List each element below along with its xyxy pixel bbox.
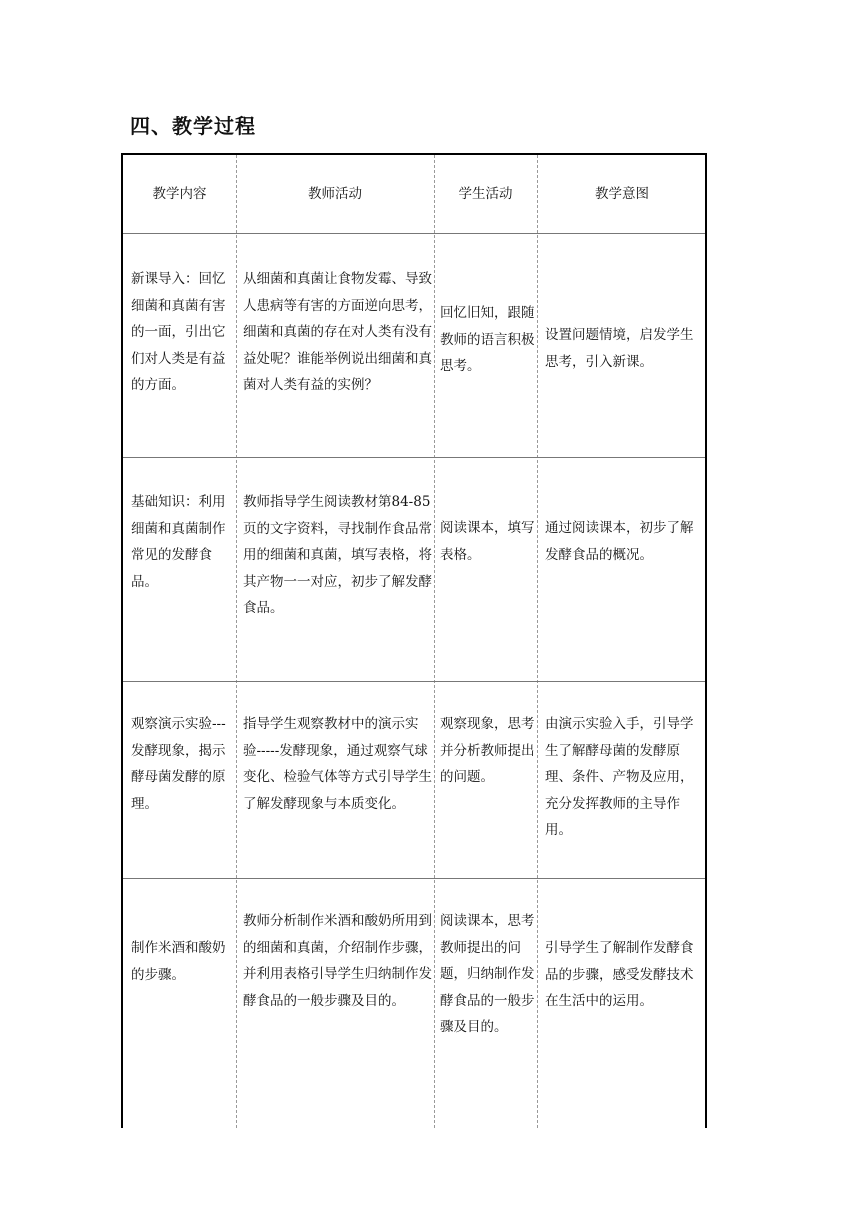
header-intent: 教学意图 <box>595 185 649 202</box>
table-row <box>123 879 705 1130</box>
cell-teacher: 从细菌和真菌让食物发霉、导致人患病等有害的方面逆向思考，细菌和真菌的存在对人类有没有益处呢？谁能举例说出细菌和真菌对人类有益的实例？ <box>243 271 432 393</box>
cell-student: 阅读课本，填写表格。 <box>440 520 535 563</box>
table-header-row <box>123 155 705 234</box>
header-student: 学生活动 <box>458 185 513 202</box>
cell-content: 制作米酒和酸奶的步骤。 <box>131 940 226 983</box>
cell-intent: 设置问题情境，启发学生思考，引入新课。 <box>545 327 694 370</box>
table-row <box>123 458 705 682</box>
header-content: 教学内容 <box>152 185 207 202</box>
table-row <box>123 682 705 879</box>
cell-teacher: 教师分析制作米酒和酸奶所用到的细菌和真菌，介绍制作步骤，并利用表格引导学生归纳制作发酵食品的一般步骤及目的。 <box>243 913 432 1009</box>
cell-content: 新课导入：回忆细菌和真菌有害的一面，引出它们对人类是有益的方面。 <box>131 271 226 393</box>
header-teacher: 教师活动 <box>308 185 362 202</box>
cell-intent: 引导学生了解制作发酵食品的步骤，感受发酵技术在生活中的运用。 <box>545 940 694 1009</box>
section-heading: 四、教学过程 <box>130 114 256 138</box>
cell-content: 基础知识：利用细菌和真菌制作常见的发酵食品。 <box>131 494 226 590</box>
table-row <box>123 234 705 458</box>
cell-teacher: 教师指导学生阅读教材第84-85页的文字资料，寻找制作食品常用的细菌和真菌，填写表格，将其产物一一对应，初步了解发酵食品。 <box>243 494 432 616</box>
cell-student: 观察现象，思考并分析教师提出的问题。 <box>440 716 535 785</box>
cell-intent: 由演示实验入手，引导学生了解酵母菌的发酵原理、条件、产物及应用，充分发挥教师的主导作用。 <box>545 716 694 838</box>
cell-student: 回忆旧知，跟随教师的语言积极思考。 <box>440 305 535 374</box>
cell-teacher: 指导学生观察教材中的演示实验-----发酵现象，通过观察气球变化、检验气体等方式引导学生了解发酵现象与本质变化。 <box>243 716 432 812</box>
cell-student: 阅读课本，思考教师提出的问题，归纳制作发酵食品的一般步骤及目的。 <box>440 913 535 1035</box>
teaching-process-table <box>121 153 707 1128</box>
cell-intent: 通过阅读课本，初步了解发酵食品的概况。 <box>545 520 694 563</box>
cell-content: 观察演示实验---发酵现象，揭示酵母菌发酵的原理。 <box>131 716 226 812</box>
